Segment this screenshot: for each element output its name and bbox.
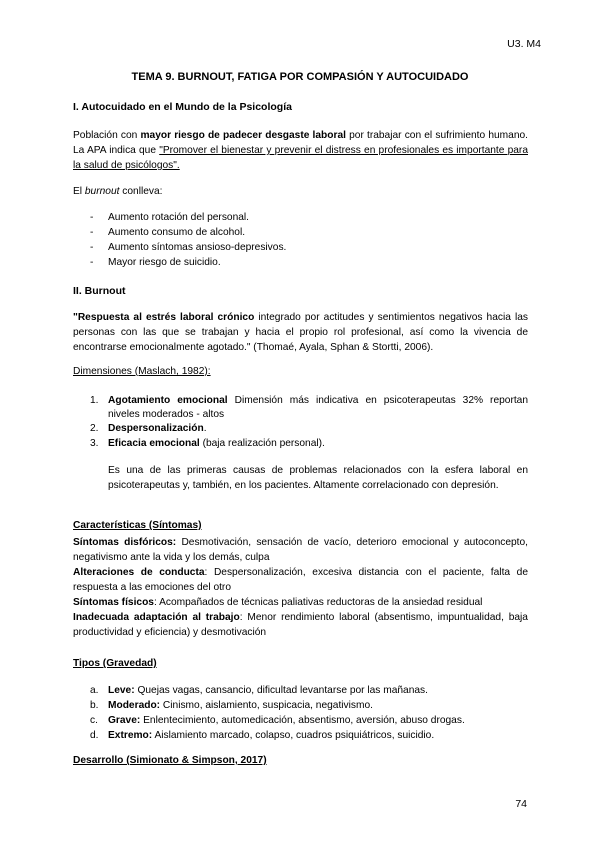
section-1-heading: I. Autocuidado en el Mundo de la Psicología [73,101,292,113]
text-run: Cinismo, aislamiento, suspicacia, negativismo. [160,700,373,711]
dimensions-heading: Dimensiones (Maslach, 1982): [73,366,211,377]
bold-run: Síntomas físicos [73,597,154,608]
item-number: 3. [90,438,99,449]
dimension-item [90,437,528,451]
bold-run: Leve: [108,685,135,696]
bold-run: Grave: [108,715,141,726]
item-letter: a. [90,685,99,696]
characteristic-item [73,595,528,610]
dimension-item [90,422,528,436]
list-dash: - [90,212,94,223]
list-dash: - [90,227,94,238]
text-run: por trabajar con el sufrimiento humano. La APA indica que [73,130,528,156]
text-run: Enlentecimiento, automedicación, absentismo, aversión, abuso drogas. [140,715,465,726]
characteristic-item [73,565,528,595]
type-item [90,729,528,743]
bold-run: Inadecuada adaptación al trabajo [73,612,240,623]
list-dash: - [90,242,94,253]
item-number: 2. [90,423,99,434]
type-item [90,684,528,698]
types-heading: Tipos (Gravedad) [73,658,157,669]
page-number: 74 [515,798,527,810]
dimensions-note: Es una de las primeras causas de problemas relacionados con la esfera laboral en psicoterapeutas y, también, en los pacientes. Altamente correlacionado con depresión. [108,465,528,491]
list-item-text: Aumento rotación del personal. [108,212,250,223]
item-letter: b. [90,700,99,711]
text-run: (baja realización personal). [199,438,325,449]
bold-run: Extremo: [108,730,153,741]
characteristic-item [73,535,528,565]
characteristics-list [73,535,528,640]
page-title: TEMA 9. BURNOUT, FATIGA POR COMPASIÓN Y AUTOCUIDADO [131,71,469,83]
item-number: 1. [90,395,99,406]
text-run: El [73,186,85,197]
list-item-text: Mayor riesgo de suicidio. [108,257,221,268]
text-run: Desmotivación, sensación de vacío, deterioro emocional y autoconcepto, negativismo ante la vida y los demás, culpa [73,537,528,563]
bold-run: Agotamiento emocional [108,395,228,406]
development-heading: Desarrollo (Simionato & Simpson, 2017) [73,755,267,766]
text-run: : Acompañados de técnicas paliativas reductoras de la ansiedad residual [153,597,483,608]
text-run: conlleva: [119,186,163,197]
list-item-text: Aumento síntomas ansioso-depresivos. [108,242,287,253]
item-letter: c. [90,715,98,726]
italic-run: burnout [84,186,120,197]
text-run: Quejas vagas, cansancio, dificultad levantarse por las mañanas. [134,685,428,696]
text-run: Población con [73,130,141,141]
bold-run: Despersonalización [108,423,204,434]
bold-run: Alteraciones de conducta [73,567,205,578]
list-dash: - [90,257,94,268]
bold-run: Moderado: [108,700,161,711]
text-run: Dimensión más indicativa en psicoterapeutas 32% reportan niveles moderados - altos [108,395,528,420]
bold-run: Síntomas disfóricos: [73,537,177,548]
text-run: : Despersonalización, excesiva distancia con el paciente, falta de respuesta a las emociones del otro [73,567,528,593]
type-item [90,714,528,728]
text-run: : Menor rendimiento laboral (absentismo, impuntualidad, baja productividad y eficiencia) y desmotivación [73,612,528,638]
dimension-item [90,394,528,422]
section-2-heading: II. Burnout [73,285,126,297]
item-letter: d. [90,730,99,741]
type-item [90,699,528,713]
apa-quote: "Promover el bienestar y prevenir el distress en profesionales es importante para la salud de psicólogos". [73,145,528,171]
unit-label: U3. M4 [507,38,541,50]
text-run: integrado por actitudes y sentimientos negativos hacia las personas con las que se trabajan y hacia el propio rol profesional, así como la vivencia de encontrarse emocionalmente agotado." (Thomaé, Ayala, Sphan & Stortti, 2006). [73,312,528,353]
bold-run: Eficacia emocional [108,438,200,449]
bold-run: mayor riesgo de padecer desgaste laboral [140,130,346,141]
characteristics-heading: Características (Síntomas) [73,520,202,531]
section-1-paragraph [73,128,528,173]
characteristic-item [73,610,528,640]
burnout-definition [73,310,528,355]
bold-run: "Respuesta al estrés laboral crónico [73,312,255,323]
burnout-intro [73,184,528,199]
list-item-text: Aumento consumo de alcohol. [108,227,246,238]
text-run: . [203,423,207,434]
text-run: Aislamiento marcado, colapso, cuadros psiquiátricos, suicidio. [152,730,435,741]
